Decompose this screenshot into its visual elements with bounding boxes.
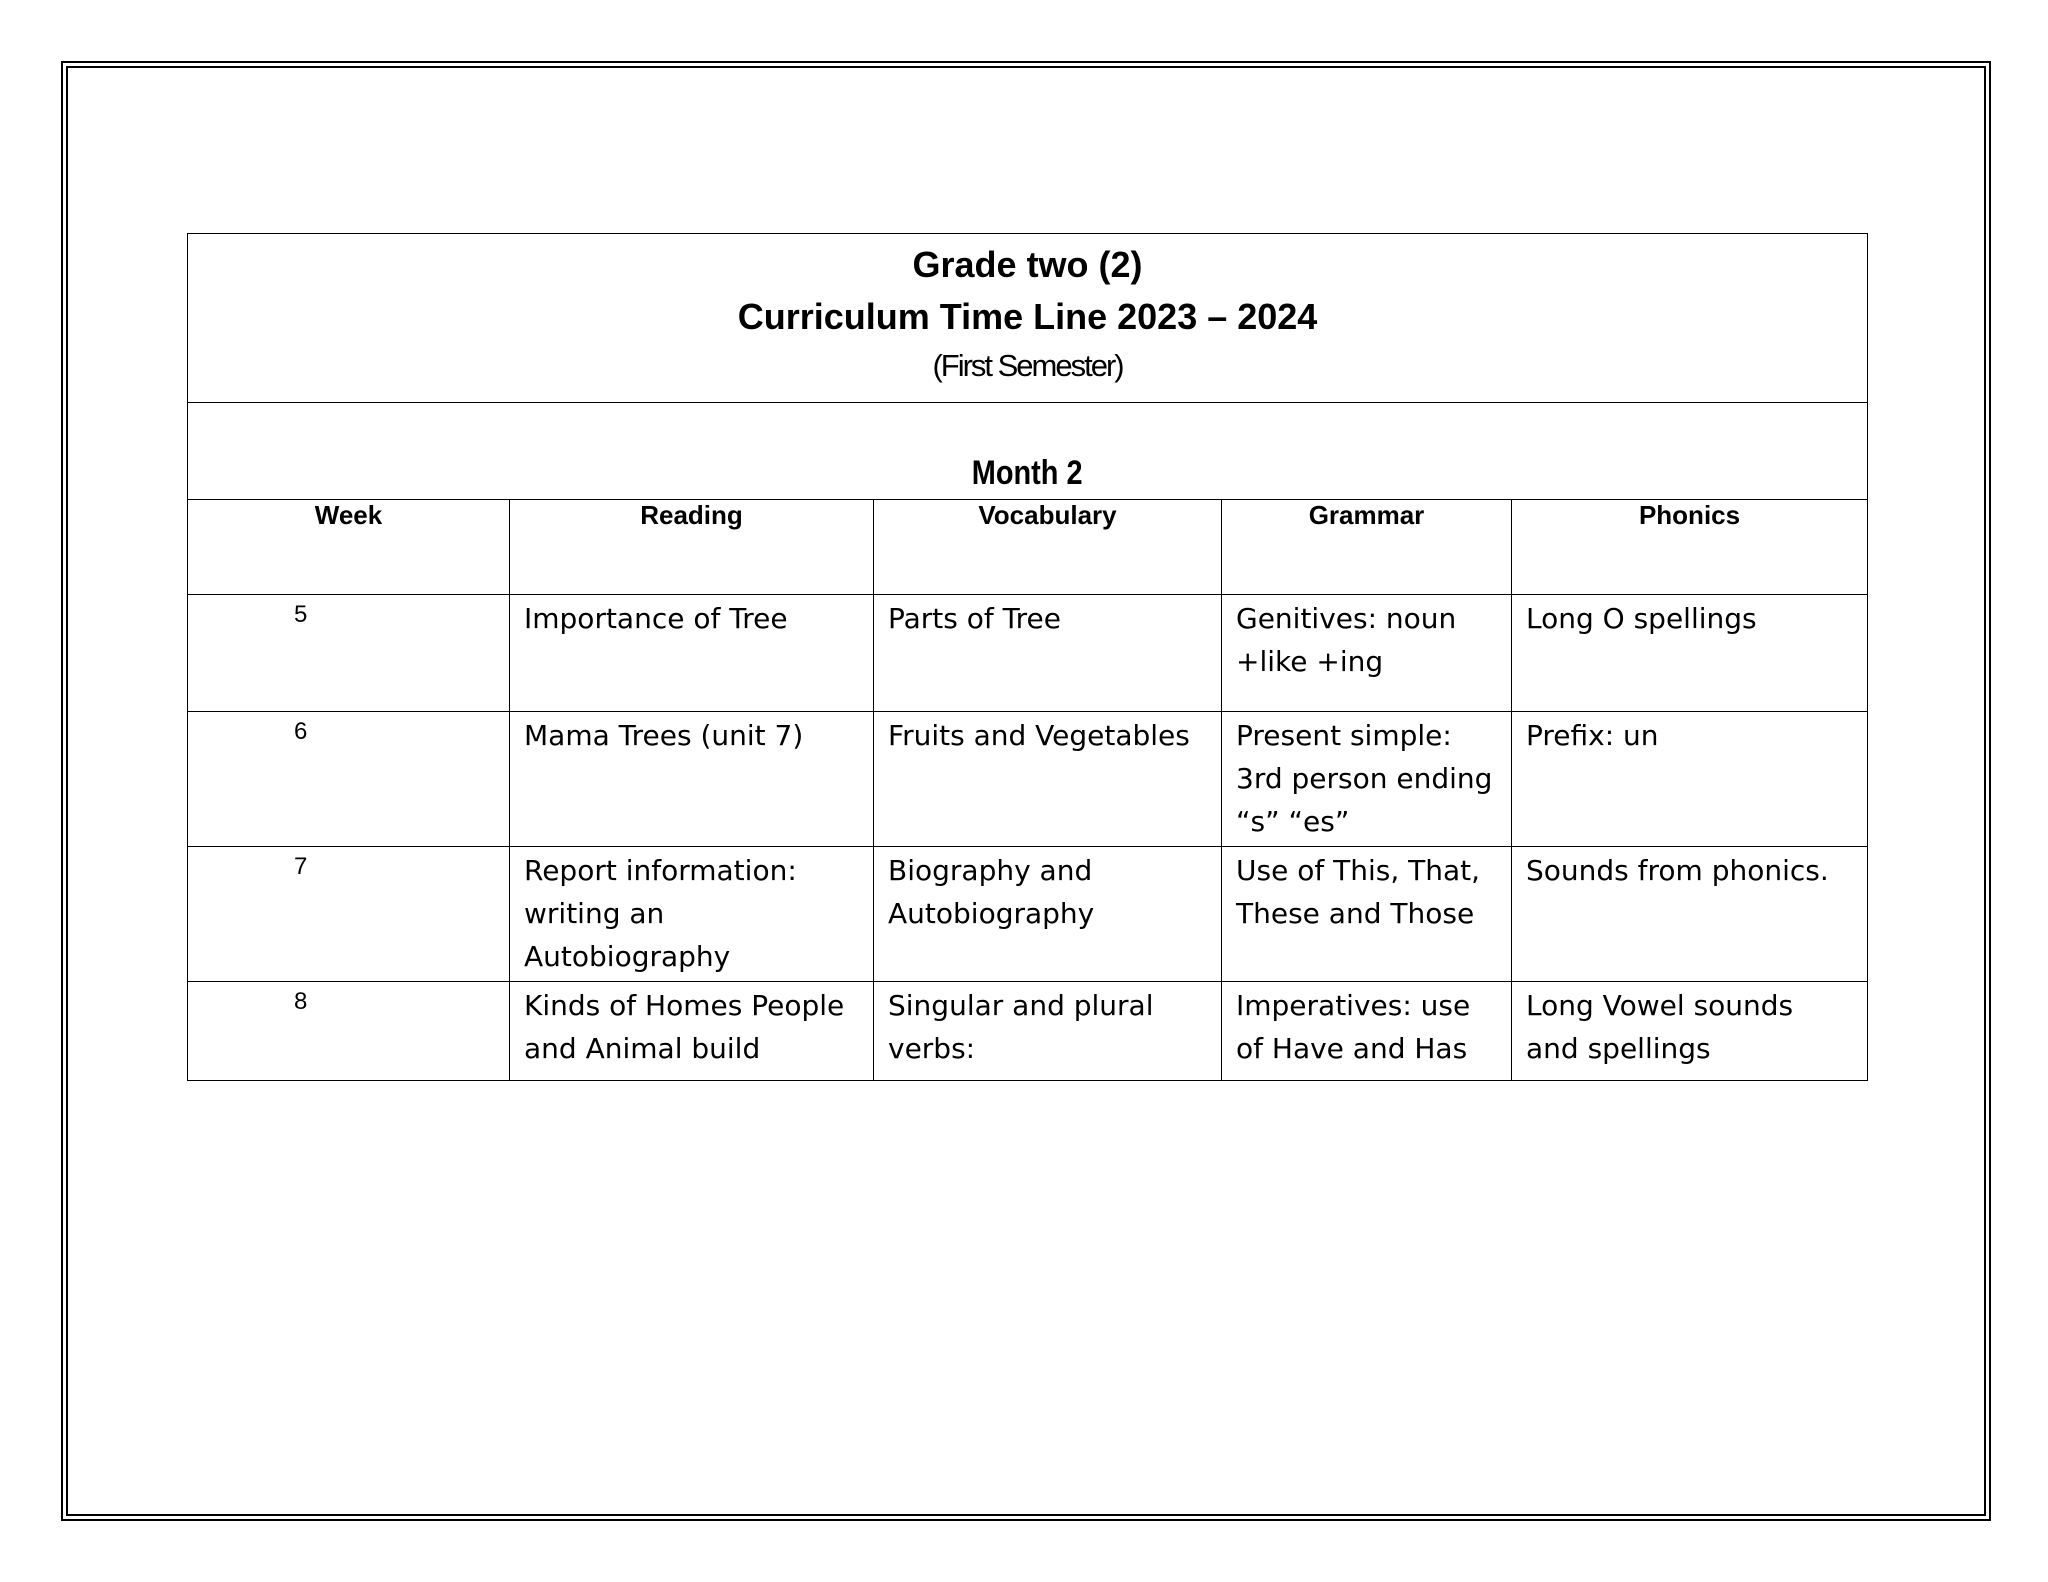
week-cell: 7 [188,847,510,982]
vocabulary-cell: Fruits and Vegetables [874,712,1222,847]
vocabulary-cell: Parts of Tree [874,595,1222,712]
table-header-row [188,500,1868,595]
grammar-cell: Use of This, That, These and Those [1222,847,1512,982]
vocabulary-cell: Biography and Autobiography [874,847,1222,982]
document-subtitle: Curriculum Time Line 2023 – 2024 [737,296,1318,337]
month-cell [188,403,1868,500]
reading-cell: Mama Trees (unit 7) [510,712,874,847]
document-title: Grade two (2) [912,244,1143,285]
phonics-cell: Long O spellings [1512,595,1868,712]
week-cell: 6 [188,712,510,847]
table-row [188,982,1868,1081]
reading-cell: Kinds of Homes People and Animal build [510,982,874,1081]
reading-cell: Importance of Tree [510,595,874,712]
column-header-week: Week [188,500,510,595]
table-row [188,847,1868,982]
grammar-cell: Genitives: noun +like +ing [1222,595,1512,712]
week-cell: 8 [188,982,510,1081]
table-row [188,712,1868,847]
column-header-grammar: Grammar [1222,500,1512,595]
month-label: Month 2 [972,454,1083,492]
grammar-cell: Present simple: 3rd person ending “s” “es” [1222,712,1512,847]
phonics-cell: Prefix: un [1512,712,1868,847]
table-row [188,595,1868,712]
column-header-reading: Reading [510,500,874,595]
week-cell: 5 [188,595,510,712]
reading-cell: Report information: writing an Autobiography [510,847,874,982]
curriculum-table [187,233,1868,1081]
vocabulary-cell: Singular and plural verbs: [874,982,1222,1081]
phonics-cell: Sounds from phonics. [1512,847,1868,982]
phonics-cell: Long Vowel sounds and spellings [1512,982,1868,1081]
title-cell [188,234,1868,403]
column-header-phonics: Phonics [1512,500,1868,595]
grammar-cell: Imperatives: use of Have and Has [1222,982,1512,1081]
column-header-vocabulary: Vocabulary [874,500,1222,595]
semester-label: (First Semester) [932,348,1123,383]
